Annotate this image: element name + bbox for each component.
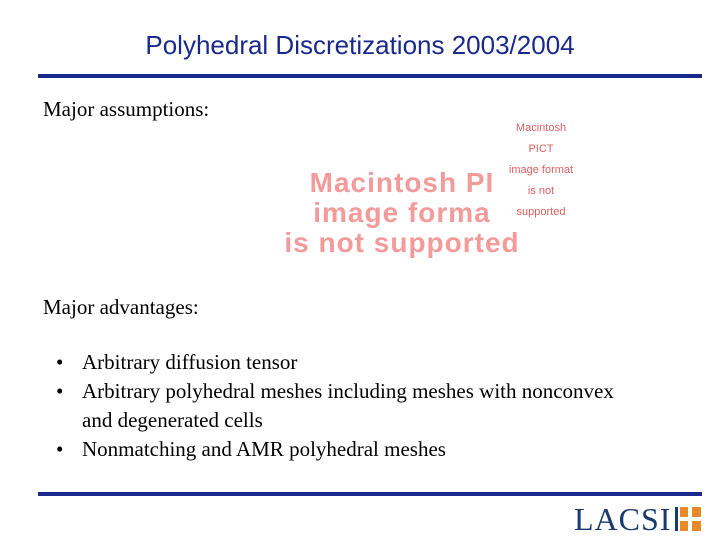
placeholder-line: is not supported <box>516 185 566 218</box>
list-item <box>56 348 706 377</box>
logo-text: LACSI <box>574 500 672 537</box>
bullet-icon: • <box>56 350 64 374</box>
heading-advantages: Major advantages: <box>43 295 199 319</box>
list-item <box>56 435 706 464</box>
unsupported-image-placeholder-large <box>222 168 582 258</box>
placeholder-line: image forma <box>313 197 491 228</box>
advantages-list <box>56 348 706 464</box>
lacsi-logo <box>574 500 701 538</box>
slide-title: Polyhedral Discretizations 2003/2004 <box>145 30 575 60</box>
list-item-text: Arbitrary polyhedral meshes including meshes with nonconvex <box>82 379 614 403</box>
list-item-text-continued: and degenerated cells <box>82 408 263 432</box>
logo-mark-icon <box>675 505 701 533</box>
list-item-text: Nonmatching and AMR polyhedral meshes <box>82 437 446 461</box>
bottom-divider <box>38 492 702 496</box>
placeholder-line: Macintosh PICT <box>515 122 567 155</box>
placeholder-line: Macintosh PI <box>309 167 495 198</box>
top-divider <box>38 74 702 78</box>
list-item-text: Arbitrary diffusion tensor <box>82 350 298 374</box>
bullet-icon: • <box>56 379 64 403</box>
heading-assumptions: Major assumptions: <box>43 97 210 121</box>
list-item <box>56 377 706 435</box>
placeholder-line: is not supported <box>284 227 520 258</box>
bullet-icon: • <box>56 437 64 461</box>
placeholder-line: image format <box>508 164 574 176</box>
